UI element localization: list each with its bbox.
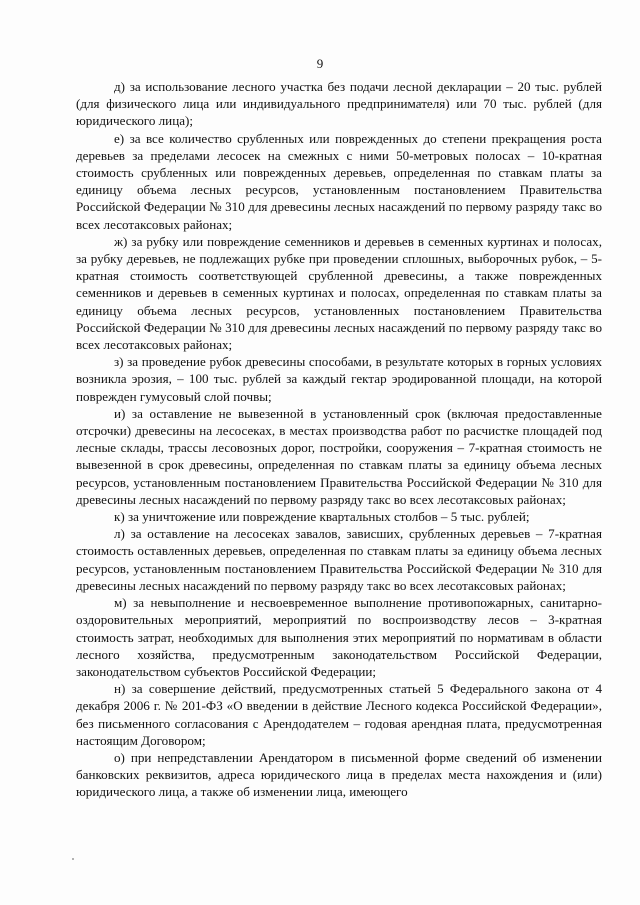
paragraph-m: м) за невыполнение и несвоевременное выполнение противопожарных, санитарно-оздоровительных мероприятий, мероприятий по воспроизводству лесов – 3-кратная стоимость затрат, необходимых для выполнения этих мероприятий по нормативам в области лесного хозяйства, предусмотренным законодательством Российской Федерации, законодательством субъектов Российской Федерации; — [76, 595, 602, 679]
paragraph-i: и) за оставление не вывезенной в установленный срок (включая предоставленные отсрочки) древесины на лесосеках, в местах производства работ по расчистке площадей под лесные склады, трассы лесовозных дорог, постройки, сооружения – 7-кратная стоимость не вывезенной в срок древесины, определенная по ставкам платы за единицу объема лесных ресурсов, установленным постановлением Правительства Российской Федерации № 310 для древесины лесных насаждений по первому разряду такс во всех лесотаксовых районах; — [76, 405, 602, 507]
scan-speck — [72, 858, 74, 860]
document-body — [76, 78, 602, 801]
paragraph-o: о) при непредставлении Арендатором в письменной форме сведений об изменении банковских реквизитов, адреса юридического лица в пределах места нахождения и (или) юридического лица, а также об изменении лица, имеющего — [76, 749, 602, 800]
paragraph-d: д) за использование лесного участка без подачи лесной декларации – 20 тыс. рублей (для физического лица или индивидуального предпринимателя) или 70 тыс. рублей (для юридического лица); — [76, 79, 602, 129]
paragraph-zh: ж) за рубку или повреждение семенников и деревьев в семенных куртинах и полосах, за рубку деревьев, не подлежащих рубке при проведении сплошных, выборочных рубок, – 5-кратная стоимость соответствующей срубленной древесины, а также поврежденных семенников и деревьев в семенных куртинах и полосах, определенная по ставкам платы за единицу объема лесных ресурсов, установленных постановлением Правительства Российской Федерации № 310 для древесины лесных насаждений по первому разряду такс во всех лесотаксовых районах; — [76, 233, 602, 353]
page-number: 9 — [316, 56, 324, 71]
paragraph-k: к) за уничтожение или повреждение квартальных столбов – 5 тыс. рублей; — [114, 509, 530, 525]
paragraph-n: н) за совершение действий, предусмотренных статьей 5 Федерального закона от 4 декабря 2006 г. № 201-ФЗ «О введении в действие Лесного кодекса Российской Федерации», без письменного согласования с Арендодателем – годовая арендная плата, предусмотренная настоящим Договором; — [76, 681, 602, 748]
paragraph-z: з) за проведение рубок древесины способами, в результате которых в горных условиях возникла эрозия, – 100 тыс. рублей за каждый гектар эродированной площади, на которой поврежден гумусовый слой почвы; — [76, 354, 602, 404]
paragraph-l: л) за оставление на лесосеках завалов, зависших, срубленных деревьев – 7-кратная стоимость оставленных деревьев, определенная по ставкам платы за единицу объема лесных ресурсов, установленным постановлением Правительства Российской Федерации № 310 для древесины лесных насаждений по первому разряду такс во всех лесотаксовых районах; — [76, 526, 602, 593]
paragraph-e: е) за все количество срубленных или поврежденных до степени прекращения роста деревьев за пределами лесосек на смежных с ними 50-метровых полосах – 10-кратная стоимость срубленных или поврежденных деревьев, определенная по ставкам платы за единицу объема лесных ресурсов, установленным постановлением Правительства Российской Федерации № 310 для древесины лесных насаждений по первому разряду такс во всех лесотаксовых районах; — [76, 130, 602, 232]
